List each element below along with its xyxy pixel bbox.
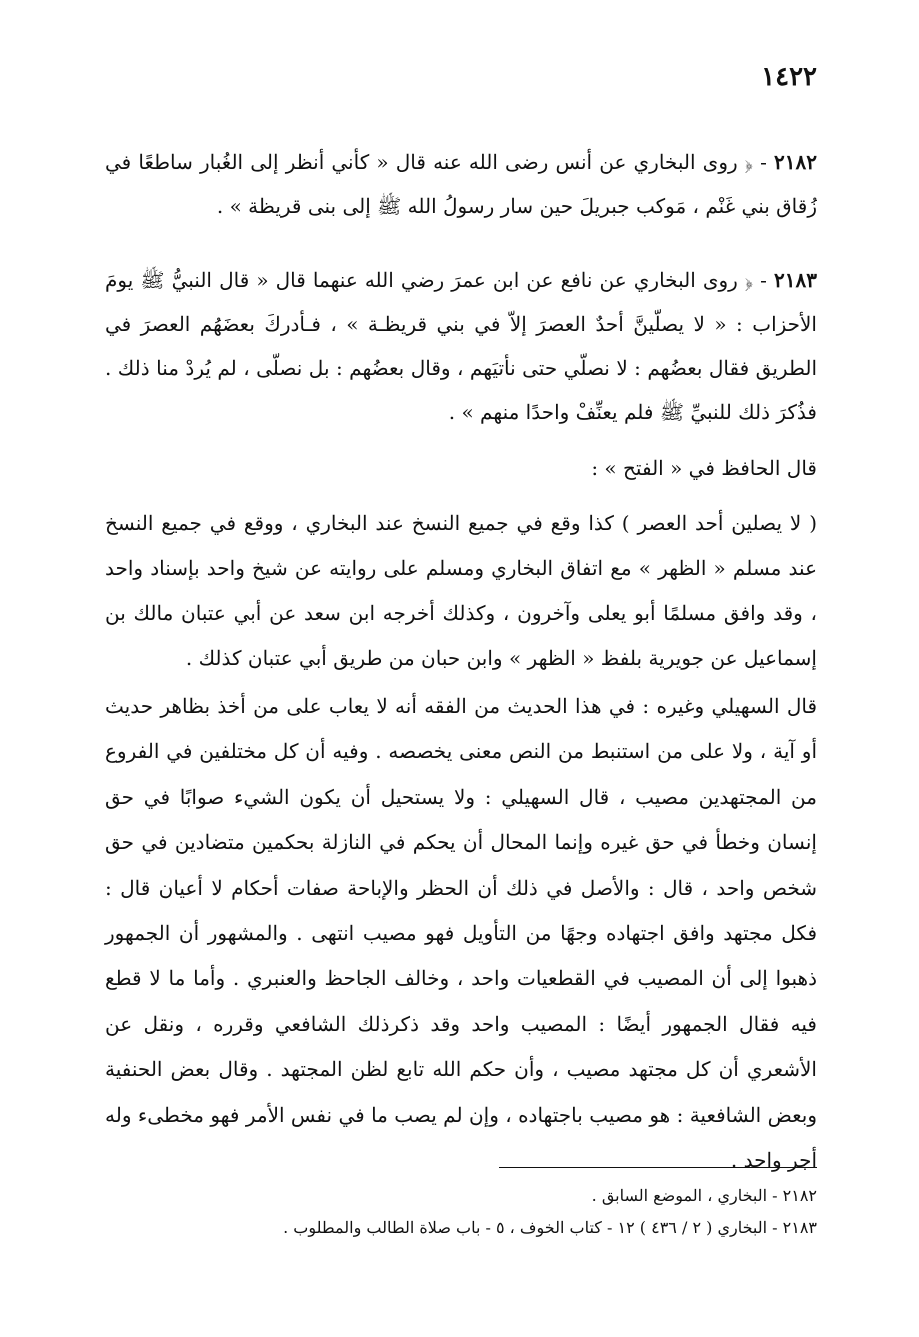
quote-paragraph-text: ( لا يصلين أحد العصر ) كذا وقع في جميع النسخ عند البخاري ، ووقع في جميع النسخ عند مسلم « الظهر » مع اتفاق البخاري ومسلم على روايته عن شيخ واحد بإسناد واحد ، وقد وافق مسلمًا أبو يعلى وآخرون ، وكذلك أخرجه ابن سعد عن أبي عتبان مالك بن إسماعيل عن جويرية بلفظ « الظهر » وابن حبان من طريق أبي عتبان كذلك . [105,511,817,670]
hadith-2182-number: ٢١٨٢ [774,150,817,174]
quote-paragraph [105,501,817,681]
footnotes [105,1180,817,1244]
hadith-2183-text: - ﴿ روى البخاري عن نافع عن ابن عمرَ رضي الله عنهما قال « قال النبيُّ ﷺ يومَ الأحزاب : « لا يصلّينَّ أحدٌ العصرَ إلاّ في بني قريظـة » ، فـأدركَ بعضَهُم العصرَ في الطريق فقال بعضُهم : لا نصلّي حتى نأتيَهم ، وقال بعضُهم : بل نصلّى ، لم يُردْ منا ذلك . فذُكرَ ذلك للنبيِّ ﷺ فلم يعنِّفْ واحدًا منهم » . [105,268,817,424]
hadith-2182 [105,140,817,228]
hadith-2183 [105,258,817,434]
suhaili-paragraph [105,684,817,1183]
hadith-2183-paragraph [105,258,817,434]
hafiz-intro [105,446,817,490]
hadith-2183-number: ٢١٨٣ [774,268,817,292]
hafiz-intro-text: قال الحافظ في « الفتح » : [591,456,817,480]
hadith-2182-paragraph [105,140,817,228]
footnote-2183: ٢١٨٣ - البخاري ( ٢ / ٤٣٦ ) ١٢ - كتاب الخوف ، ٥ - باب صلاة الطالب والمطلوب . [283,1218,817,1237]
footnote-divider [499,1167,817,1168]
page-number: ١٤٢٢ [761,62,817,92]
footnote-2182: ٢١٨٢ - البخاري ، الموضع السابق . [591,1186,817,1205]
suhaili-paragraph-text: قال السهيلي وغيره : في هذا الحديث من الفقه أنه لا يعاب على من أخذ بظاهر حديث أو آية ، ولا على من استنبط من النص معنى يخصصه . وفيه أن كل مختلفين في الفروع من المجتهدين مصيب ، قال السهيلي : ولا يستحيل أن يكون الشيء صوابًا في حق إنسان وخطأ في حق غيره وإنما المحال أن يحكم في النازلة بحكمين متضادين في حق شخص واحد ، قال : والأصل في ذلك أن الحظر والإباحة صفات أحكام لا أعيان قال : فكل مجتهد وافق اجتهاده وجهًا من التأويل فهو مصيب انتهى . والمشهور أن الجمهور ذهبوا إلى أن المصيب في القطعيات واحد ، وخالف الجاحظ والعنبري . وأما ما لا قطع فيه فقال الجمهور أيضًا : المصيب واحد وقد ذكرذلك الشافعي وقرره ، ونقل عن الأشعري أن كل مجتهد مصيب ، وأن حكم الله تابع لظن المجتهد . وقال بعض الحنفية وبعض الشافعية : هو مصيب باجتهاده ، وإن لم يصب ما في نفس الأمر فهو مخطىء وله أجر واحد . [105,694,818,1173]
hadith-2182-text: - ﴿ روى البخاري عن أنس رضى الله عنه قال « كأني أنظر إلى الغُبار ساطعًا في زُقاق بني غَنْم ، مَوكب جبريلَ حين سار رسولُ الله ﷺ إلى بنى قريظة » . [105,150,817,218]
